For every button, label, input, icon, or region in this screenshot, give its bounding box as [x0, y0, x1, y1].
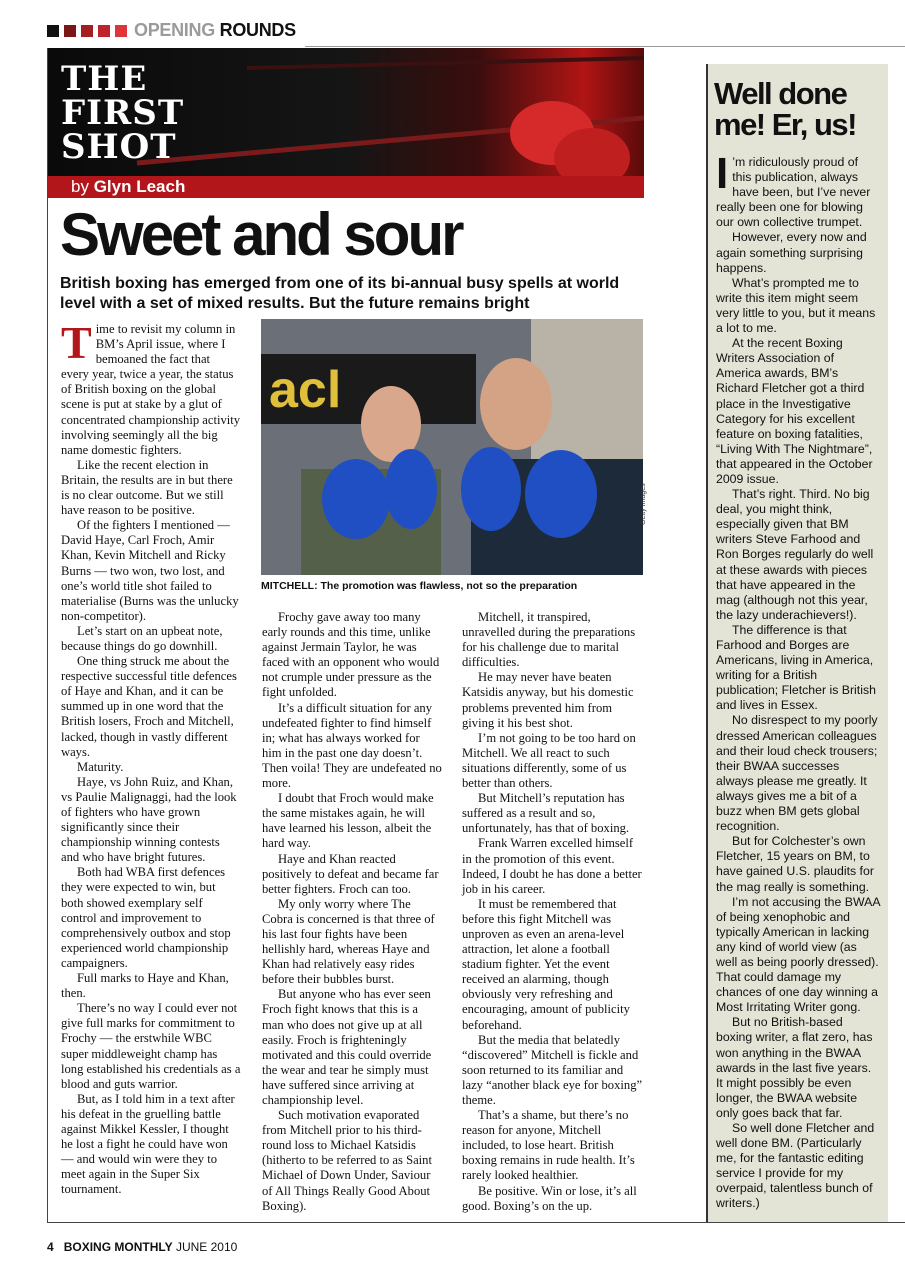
boxer-face: [480, 358, 552, 450]
sidebar-paragraph: What’s prompted me to write this item might seem very little to you, but it means a lot to me.: [716, 275, 876, 336]
article-paragraph: [61, 317, 241, 458]
article-paragraph: Mitchell, it transpired, unravelled during the preparations for his challenge due to marital difficulties.: [462, 610, 636, 670]
article-column-3: [462, 610, 644, 1214]
column-logo: [61, 59, 185, 167]
sidebar-paragraph: [716, 149, 880, 230]
sidebar-paragraph: However, every now and again something surprising happens.: [716, 230, 867, 275]
article-paragraph: I’m not going to be too hard on Mitchell. We all react to such situations differently, some of us better than others.: [462, 730, 636, 791]
photo-credit: Getty Images: [640, 483, 647, 525]
first-paragraph-text: ime to revisit my column in BM’s April issue, where I bemoaned the fact that every year, twice a year, the status of British boxing on the global scene is put at stake by a glut of concentrated championship activity involving seemingly all the big name domestic fighters.: [61, 322, 241, 457]
article-paragraph: He may never have beaten Katsidis anyway, but his domestic problems prevented him from giving it his best shot.: [462, 670, 634, 730]
drop-cap: T: [61, 317, 92, 368]
article-column-2: [262, 610, 442, 1214]
article-paragraph: Frank Warren excelled himself in the promotion of this event. Indeed, I doubt he has done a better job in his career.: [462, 836, 642, 896]
section-label-bold: ROUNDS: [219, 20, 296, 40]
section-square-2: [64, 25, 76, 37]
article-paragraph: It must be remembered that before this fight Mitchell was unproven as even an arena-level attraction, let alone a football stadium fighter. Yet the event received an alarming, though obviously very refreshing and encouraging, amount of publicity beforehand.: [462, 896, 630, 1032]
photo-sign-text: acl: [269, 361, 342, 419]
article-paragraph: There’s no way I could ever not give full marks for commitment to Frochy — the erstwhile WBC super middleweight champ has long established his credentials as a blood and guts warrior.: [61, 1001, 241, 1091]
issue-date: JUNE 2010: [175, 1240, 238, 1254]
article-column-1: [61, 317, 241, 1197]
article-photo: [261, 319, 643, 575]
article-paragraph: Like the recent election in Britain, the results are in but there is no clear outcome. But we still have reason to be positive.: [61, 457, 233, 518]
column-logo-line: THE: [61, 59, 148, 99]
sidebar-first-paragraph: ’m ridiculously proud of this publication, always have been, but I’ve never really been one for blowing our own collective trumpet.: [716, 155, 871, 230]
section-square-3: [81, 25, 93, 37]
page-number: 4: [47, 1240, 54, 1254]
article-paragraph: Such motivation evaporated from Mitchell prior to his third-round loss to Michael Katsidis (hitherto to be referred to as Saint Michael of Down Under, Saviour of All Things Really Good About Boxing).: [262, 1108, 432, 1213]
article-paragraph: My only worry where The Cobra is concerned is that three of his last four fights have been hellishly hard, whereas Haye and Khan had relatively easy rides before their bubbles burst.: [262, 896, 435, 987]
boxers-photo-graphic: [261, 319, 643, 575]
article-paragraph: Frochy gave away too many early rounds and this time, unlike against Jermain Taylor, he was faced with an opponent who would not crumple under pressure as the fight unfolded.: [262, 610, 440, 700]
column-logo-line: FIRST: [61, 93, 185, 133]
boxing-glove-icon: [385, 449, 437, 529]
section-label-light: OPENING: [134, 20, 215, 40]
article-paragraph: Maturity.: [77, 759, 124, 774]
sidebar-paragraph: The difference is that Farhood and Borges are Americans, living in America, writing for a British publication; Fletcher is British and lives in Essex.: [716, 622, 876, 713]
boxing-glove-icon: [525, 450, 597, 538]
article-paragraph: But Mitchell’s reputation has suffered as a result and so, unfortunately, has that of boxing.: [462, 791, 630, 836]
section-square-4: [98, 25, 110, 37]
article-paragraph: Both had WBA first defences they were expected to win, but both showed exemplary self control and improvement to comprehensively outbox and stop experienced world championship campaigners.: [61, 865, 231, 970]
sidebar-paragraph: But for Colchester’s own Fletcher, 15 years on BM, to have gained U.S. plaudits for the mag really is something.: [716, 834, 874, 894]
article-paragraph: Let’s start on an upbeat note, because things do go downhill.: [61, 623, 223, 653]
article-paragraph: But anyone who has ever seen Froch fight knows that this is a man who does not give up at all easily. Froch is frighteningly motivated and this could override the wear and tear he simply must have suffered since arriving at championship level.: [262, 987, 432, 1107]
article-paragraph: Haye and Khan reacted positively to defeat and became far better fighters. Froch can too.: [262, 851, 439, 896]
ring-rope-upper: [247, 58, 644, 68]
photo-caption: MITCHELL: The promotion was flawless, not so the preparation: [261, 580, 578, 592]
headline: Sweet and sour: [60, 201, 462, 268]
sidebar-text: [716, 149, 880, 1212]
article-paragraph: But the media that belatedly “discovered” Mitchell is fickle and soon returned to its familiar and lazy “another black eye for boxing” theme.: [462, 1032, 643, 1107]
deck: British boxing has emerged from one of its bi-annual busy spells at world level with a set of mixed results. But the future remains bright: [60, 275, 620, 312]
boxing-glove-icon: [322, 459, 390, 539]
section-square-5: [115, 25, 127, 37]
section-label: [134, 20, 296, 41]
sidebar-paragraph: That’s right. Third. No big deal, you might think, especially given that BM writers Steve Farhood and Ron Borges regularly do well at these awards with pieces that have appeared in the mag (although not this year, the lazy underachievers!).: [716, 487, 874, 622]
article-paragraph: Haye, vs John Ruiz, and Khan, vs Paulie Malignaggi, had the look of fighters who have grown significantly since their championship winning contests and who have bright futures.: [61, 774, 237, 865]
article-paragraph: I doubt that Froch would make the same mistakes again, he will have learned his lesson, albeit the hard way.: [262, 791, 434, 851]
sidebar-paragraph: No disrespect to my poorly dressed American colleagues and their loud check trousers; their BWAA successes always please me greatly. It always gives me a bit of a buzz when BM gets global recognition.: [716, 713, 878, 834]
page-frame-left: [47, 48, 48, 1223]
article-paragraph: But, as I told him in a text after his defeat in the gruelling battle against Mikkel Kessler, I thought he lost a fight he could have won — and would win were they to meet again in the Super Six tournament.: [61, 1091, 235, 1197]
sidebar-paragraph: But no British-based boxing writer, a flat zero, has won anything in the BWAA awards in the last five years. It might possibly be even longer, the BWAA website only goes back that far.: [716, 1015, 873, 1120]
header-rule: [305, 46, 905, 47]
sidebar-paragraph: So well done Fletcher and well done BM. (Particularly me, for the fantastic editing service I provide for my overpaid, talentless bunch of writers.): [716, 1121, 875, 1211]
byline-author: Glyn Leach: [93, 177, 186, 196]
byline-prefix: by: [71, 177, 89, 196]
magazine-name: BOXING MONTHLY: [63, 1240, 173, 1254]
article-paragraph: It’s a difficult situation for any undefeated fighter to find himself in; what has always worked for him in the past one day doesn’t. Then voila! They are undefeated no more.: [262, 700, 442, 791]
article-paragraph: Be positive. Win or lose, it’s all good. Boxing’s on the up.: [462, 1183, 637, 1213]
column-logo-line: SHOT: [61, 127, 177, 167]
article-paragraph: Full marks to Haye and Khan, then.: [61, 971, 229, 1001]
page-footer: [47, 1240, 237, 1254]
sidebar-paragraph: At the recent Boxing Writers Association of America awards, BM’s Richard Fletcher got a third place in the Investigative Category for his excellent feature on boxing fatalities, “Living With The Nightmare”, that appeared in the October 2009 issue.: [716, 336, 873, 486]
page-frame-bottom: [47, 1222, 905, 1223]
sidebar-paragraph: I’m not accusing the BWAA of being xenophobic and typically American in lacking any kind of world view (as well as being poorly dressed). That could damage my chances of one day winning a Most Irritating Writer gong.: [716, 894, 880, 1015]
article-paragraph: One thing struck me about the respective successful title defences of Haye and Khan, and it can be summed up in one word that the British losers, Froch and Mitchell, lacked, though in vastly different ways.: [61, 654, 237, 759]
sidebar-drop-cap: I: [716, 149, 729, 198]
article-paragraph: Of the fighters I mentioned — David Haye, Carl Froch, Amir Khan, Kevin Mitchell and Ricky Burns — two won, two lost, and one’s world title shot failed to materialise (Burns was the unlucky non-competitor).: [61, 518, 239, 623]
section-square-1: [47, 25, 59, 37]
article-paragraph: That’s a shame, but there’s no reason for anyone, Mitchell included, to lose heart. British boxing remains in rude health. It’s rarely looked healthier.: [462, 1108, 635, 1183]
byline-bar: [47, 176, 644, 198]
sidebar-title: Well done me! Er, us!: [714, 76, 856, 142]
boxing-glove-icon: [461, 447, 521, 531]
